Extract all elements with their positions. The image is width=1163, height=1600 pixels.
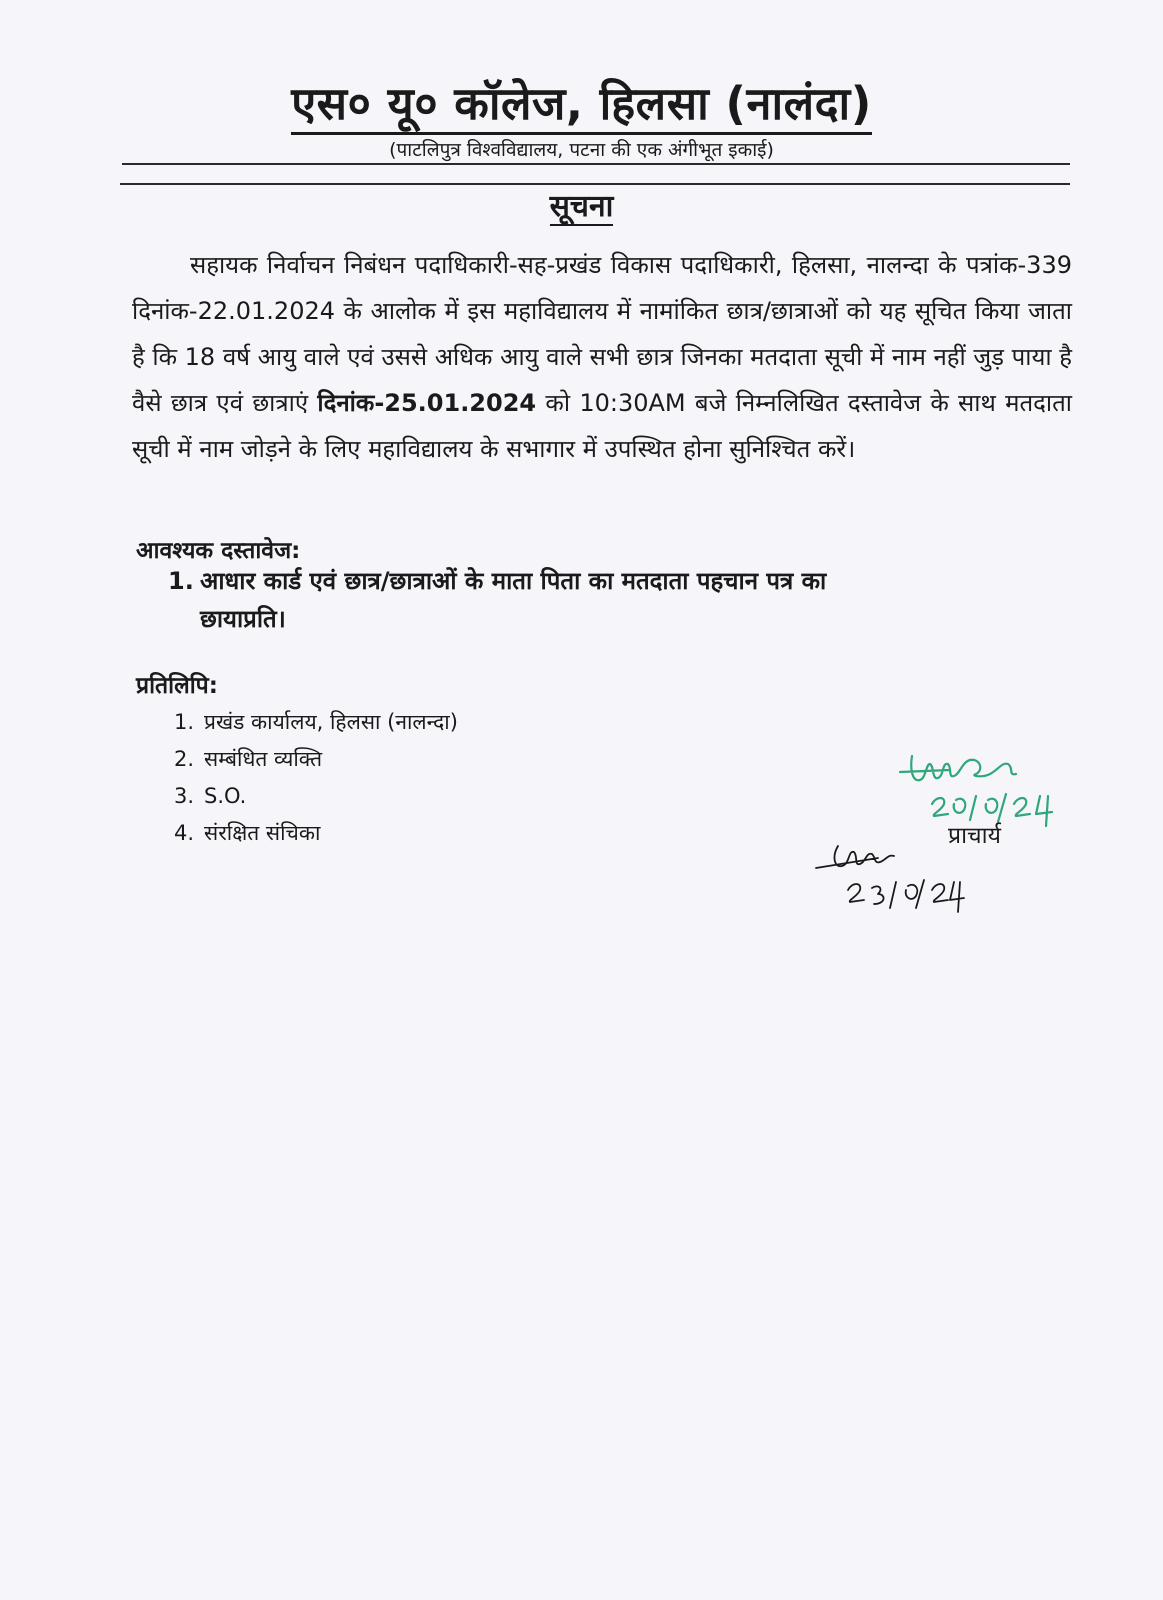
documents-item-number: 1. bbox=[168, 567, 194, 595]
college-name: एस० यू० कॉलेज, हिलसा (नालंदा) bbox=[291, 77, 872, 135]
copy-to-item bbox=[174, 778, 458, 815]
college-title bbox=[0, 72, 1163, 133]
header-divider-top bbox=[122, 163, 1070, 165]
copy-to-list bbox=[174, 704, 458, 852]
college-affiliation: (पाटलिपुत्र विश्वविद्यालय, पटना की एक अंगीभूत इकाई) bbox=[389, 139, 774, 161]
copy-to-item-text: S.O. bbox=[204, 784, 247, 808]
copy-to-heading: प्रतिलिपि: bbox=[136, 673, 218, 699]
notice-body-part2: को 10:30AM बजे निम्नलिखित दस्तावेज के साथ मतदाता सूची में नाम जोड़ने के लिए महाविद्यालय के सभागार में उपस्थित होना सुनिश्चित करें। bbox=[132, 389, 1073, 463]
copy-to-item-text: सम्बंधित व्यक्ति bbox=[204, 747, 323, 771]
notice-body bbox=[132, 242, 1072, 472]
notice-heading-text: सूचना bbox=[549, 189, 614, 224]
copy-to-item-text: संरक्षित संचिका bbox=[204, 821, 321, 845]
documents-item-line1: आधार कार्ड एवं छात्र/छात्राओं के माता पिता का मतदाता पहचान पत्र का bbox=[200, 567, 827, 595]
documents-list-item bbox=[168, 562, 1068, 600]
notice-heading bbox=[0, 184, 1163, 225]
documents-heading: आवश्यक दस्तावेज: bbox=[136, 538, 301, 564]
copy-to-item-text: प्रखंड कार्यालय, हिलसा (नालन्दा) bbox=[204, 710, 458, 734]
documents-item-line2: छायाप्रति। bbox=[200, 605, 286, 633]
copy-to-item-number: 1. bbox=[174, 710, 195, 734]
clerk-signature bbox=[808, 828, 968, 918]
copy-to-item bbox=[174, 741, 458, 778]
copy-to-item bbox=[174, 815, 458, 852]
copy-to-item bbox=[174, 704, 458, 741]
notice-body-part1: सहायक निर्वाचन निबंधन पदाधिकारी-सह-प्रखंड विकास पदाधिकारी, हिलसा, नालन्दा के पत्रांक-339 दिनांक-22.01.2024 के आलोक में इस महाविद्यालय में नामांकित छात्र/छात्राओं को यह सूचित किया जाता है कि 18 वर्ष आयु वाले एवं उससे अधिक आयु वाले सभी छात्र जिनका मतदाता सूची में नाम नहीं जुड़ पाया है वैसे छात्र एवं छात्राएं bbox=[132, 251, 1072, 417]
copy-to-item-number: 2. bbox=[174, 747, 195, 771]
copy-to-item-number: 3. bbox=[174, 784, 195, 808]
notice-paragraph bbox=[132, 242, 1072, 472]
notice-date-bold: दिनांक-25.01.2024 bbox=[317, 389, 537, 417]
copy-to-item-number: 4. bbox=[174, 821, 195, 845]
documents-list bbox=[168, 562, 1068, 638]
principal-designation: प्राचार्य bbox=[948, 823, 1001, 849]
